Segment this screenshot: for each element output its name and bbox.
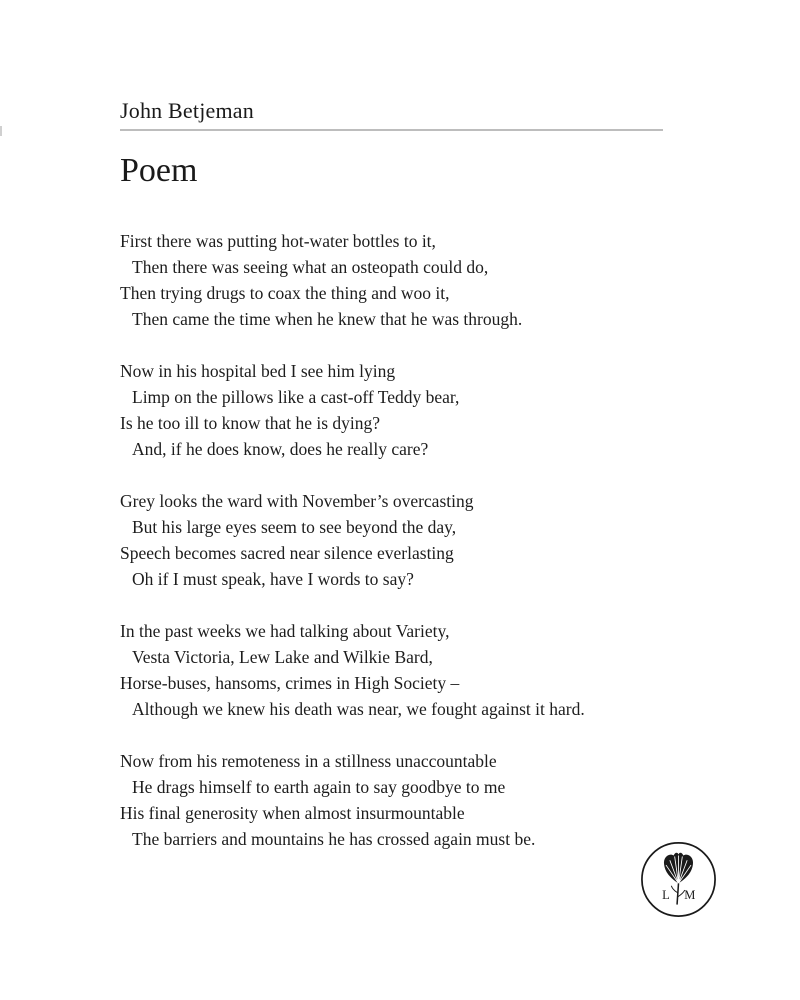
lm-logo (640, 841, 717, 918)
stanza (120, 358, 720, 462)
logo-letter-right: M (684, 887, 696, 902)
poem-line: Vesta Victoria, Lew Lake and Wilkie Bard, (132, 647, 433, 667)
edge-mark (0, 126, 2, 136)
stanza (120, 488, 720, 592)
poem-line: In the past weeks we had talking about Variety, (120, 621, 450, 641)
poem-line: Horse-buses, hansoms, crimes in High Society – (120, 673, 460, 693)
poem-line: Now in his hospital bed I see him lying (120, 361, 396, 381)
logo-letter-left: L (662, 887, 670, 902)
poem-body (120, 228, 720, 878)
poem-line: Then there was seeing what an osteopath could do, (132, 257, 489, 277)
poem-line: The barriers and mountains he has crossed again must be. (132, 829, 536, 849)
poem-line: Speech becomes sacred near silence everlasting (120, 543, 454, 563)
header-rule (120, 129, 663, 131)
poem-line: First there was putting hot-water bottles to it, (120, 231, 436, 251)
stanza (120, 228, 720, 332)
poem-title: Poem (120, 152, 198, 189)
author-name: John Betjeman (120, 98, 254, 123)
poem-line: His final generosity when almost insurmountable (120, 803, 465, 823)
stanza (120, 618, 720, 722)
poem-line: Is he too ill to know that he is dying? (120, 413, 381, 433)
poem-line: Oh if I must speak, have I words to say? (132, 569, 414, 589)
poem-line: And, if he does know, does he really care? (132, 439, 429, 459)
poem-line: Then trying drugs to coax the thing and woo it, (120, 283, 450, 303)
stanza (120, 748, 720, 852)
poem-line: Now from his remoteness in a stillness unaccountable (120, 751, 497, 771)
poem-line: Grey looks the ward with November’s overcasting (120, 491, 474, 511)
poem-line: Limp on the pillows like a cast-off Teddy bear, (132, 387, 460, 407)
poem-line: Then came the time when he knew that he was through. (132, 309, 523, 329)
poem-line: But his large eyes seem to see beyond the day, (132, 517, 457, 537)
poem-line: He drags himself to earth again to say goodbye to me (132, 777, 506, 797)
poem-line: Although we knew his death was near, we fought against it hard. (132, 699, 585, 719)
